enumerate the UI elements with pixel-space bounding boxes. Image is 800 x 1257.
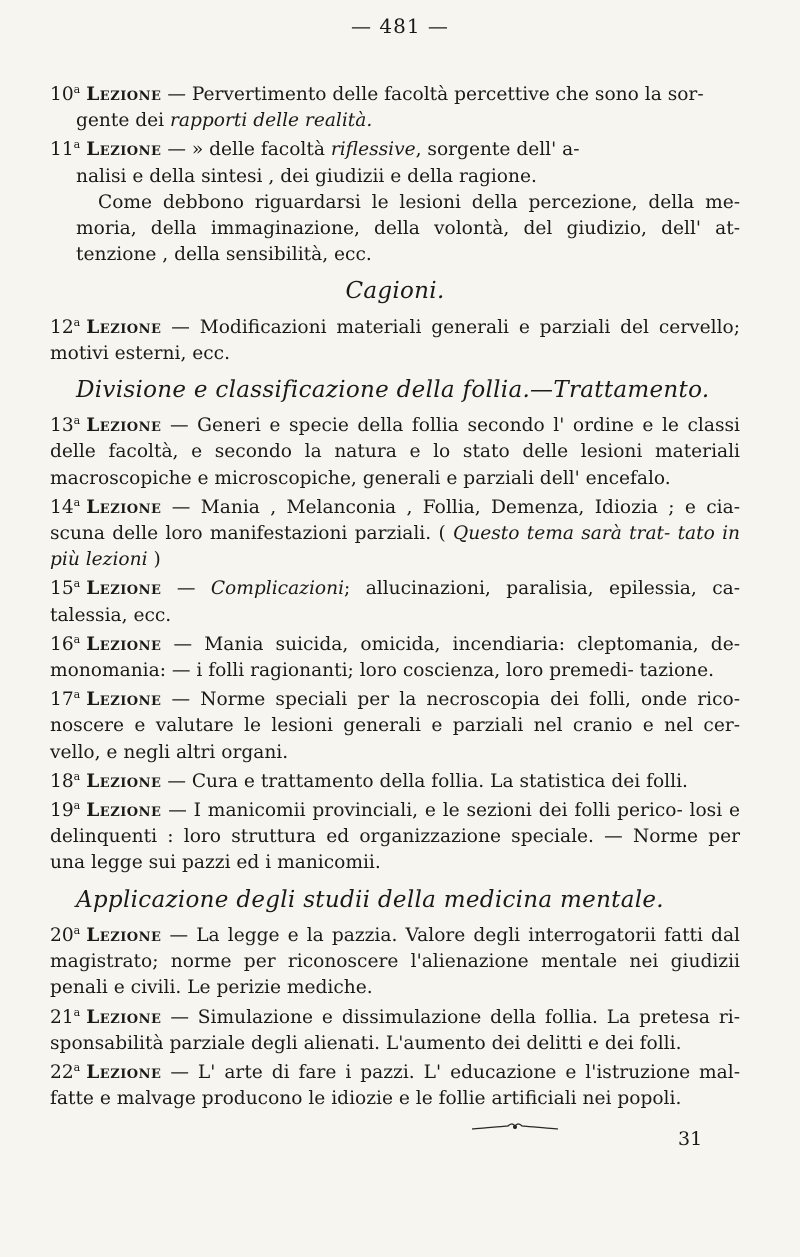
lesson-entry-14: 14$^a$ Lezione — Mania , Melanconia , Follia, Demenza, Idiozia ; e cia- scuna delle loro manifestazioni parziali. ( Questo tema sarà trat- tato in più lezioni )	[50, 495, 741, 571]
lesson-text: — Mania , Melanconia , Follia, Demenza, Idiozia ; e cia- scuna delle loro manifestazioni parziali. (	[50, 496, 740, 545]
lesson-text: — Cura e trattamento della follia. La statistica dei folli.	[167, 770, 688, 792]
lesson-entry-19: 19$^a$ Lezione — I manicomii provinciali, e le sezioni dei folli perico- losi e delinquenti : loro struttura ed organizzazione speciale. — Norme per una legge sui pazzi ed i manicomii.	[50, 798, 740, 874]
lesson-entry-12: 12$^a$ Lezione — Modificazioni materiali generali e parziali del cervello; motivi esterni, ecc.	[50, 315, 740, 364]
lesson-text: — La legge e la pazzia. Valore degli interrogatorii fatti dal magistrato; norme per riconoscere l'alienazione mentale nei giudizii penali e civili. Le perizie mediche.	[50, 924, 740, 999]
lesson-text-cont: gente dei rapporti delle realità.	[76, 110, 373, 132]
lesson-text-cont: nalisi e della sintesi , dei giudizii e della ragione.	[76, 165, 537, 187]
page-content	[50, 82, 740, 1115]
lesson-text: — L' arte di fare i pazzi. L' educazione e l'istruzione mal- fatte e malvage producono le idiozie e le follie artificiali nei popoli.	[50, 1061, 740, 1110]
page-number: — 481 —	[351, 14, 449, 38]
signature-mark: 31	[678, 1128, 703, 1150]
ornament-divider-icon	[470, 1121, 560, 1133]
lesson-text: ; allucinazioni, paralisia, epilessia, ca- talessia, ecc.	[50, 578, 740, 626]
lesson-label: Lezione	[86, 84, 162, 105]
lesson-label: Lezione	[86, 139, 162, 161]
lesson-entry-17: 17$^a$ Lezione — Norme speciali per la necroscopia dei folli, onde rico- noscere e valutare le lesioni generali e parziali nel cranio e nel cer- vello, e negli altri organi.	[50, 688, 740, 763]
lesson-entry-18: 18$^a$ Lezione — Cura e trattamento della follia. La statistica dei folli.	[50, 769, 688, 792]
lesson-entry-10	[50, 82, 740, 134]
lesson-entry-11: 11$^a$ Lezione — » delle facoltà riflessive, sorgente dell' a- nalisi e della sintesi , dei giudizii e della ragione. Come debbono riguardarsi le lesioni della percezione, della me- moria, della immaginazione, della volontà, del giudizio, dell' at- tenzione , della sensibilità, ecc.	[50, 137, 740, 268]
lesson-paragraph: Come debbono riguardarsi le lesioni della percezione, della me- moria, della immaginazione, della volontà, del giudizio, dell' at- tenzione , della sensibilità, ecc.	[76, 191, 740, 266]
lesson-text: — Norme speciali per la necroscopia dei folli, onde rico- noscere e valutare le lesioni generali e parziali nel cranio e nel cer- vello, e negli altri organi.	[50, 689, 740, 763]
lesson-text: — Generi e specie della follia secondo l' ordine e le classi delle facoltà, e secondo la natura e lo stato delle lesioni materiali macroscopiche e microscopiche, generali e parziali dell' encefalo.	[50, 415, 740, 489]
lesson-number: 11$^a$	[50, 138, 81, 161]
section-heading-divisione: Divisione e classificazione della follia.—Trattamento.	[76, 377, 710, 404]
section-heading-cagioni: Cagioni.	[345, 278, 445, 305]
lesson-entry-21: 21$^a$ Lezione — Simulazione e dissimulazione della follia. La pretesa ri- sponsabilità parziale degli alienati. L'aumento dei delitti e dei folli.	[50, 1005, 740, 1054]
section-heading-applicazione: Applicazione degli studii della medicina mentale.	[76, 886, 664, 913]
lesson-entry-22: 22$^a$ Lezione — L' arte di fare i pazzi. L' educazione e l'istruzione mal- fatte e malvage producono le idiozie e le follie artificiali nei popoli.	[50, 1060, 740, 1110]
lesson-entry-16: 16$^a$ Lezione — Mania suicida, omicida, incendiaria: cleptomania, de- monomania: — i folli ragionanti; loro coscienza, loro premedi- tazione.	[50, 632, 740, 682]
lesson-text: — Pervertimento delle facoltà percettive che sono la sor-	[167, 84, 704, 105]
lesson-text: — Modificazioni materiali generali e parziali del cervello; motivi esterni, ecc.	[50, 316, 740, 364]
lesson-text: — Simulazione e dissimulazione della follia. La pretesa ri- sponsabilità parziale degli alienati. L'aumento dei delitti e dei folli.	[50, 1006, 740, 1054]
lesson-entry-20: 20$^a$ Lezione — La legge e la pazzia. Valore degli interrogatorii fatti dal magistrato; norme per riconoscere l'alienazione mentale nei giudizii penali e civili. Le perizie mediche.	[50, 923, 740, 999]
lesson-entry-15: 15$^a$ Lezione — Complicazioni; allucinazioni, paralisia, epilessia, ca- talessia, ecc.	[50, 577, 740, 626]
lesson-entry-13: 13$^a$ Lezione — Generi e specie della follia secondo l' ordine e le classi delle facoltà, e secondo la natura e lo stato delle lesioni materiali macroscopiche e microscopiche, generali e parziali dell' encefalo.	[50, 414, 740, 489]
lesson-text: — Mania suicida, omicida, incendiaria: cleptomania, de- monomania: — i folli ragionanti; loro coscienza, loro premedi- tazione.	[50, 633, 740, 682]
lesson-text: — I manicomii provinciali, e le sezioni dei folli perico- losi e delinquenti : loro struttura ed organizzazione speciale. — Norme per una legge sui pazzi ed i manicomii.	[50, 800, 740, 874]
lesson-number: 10$^a$	[50, 82, 81, 105]
